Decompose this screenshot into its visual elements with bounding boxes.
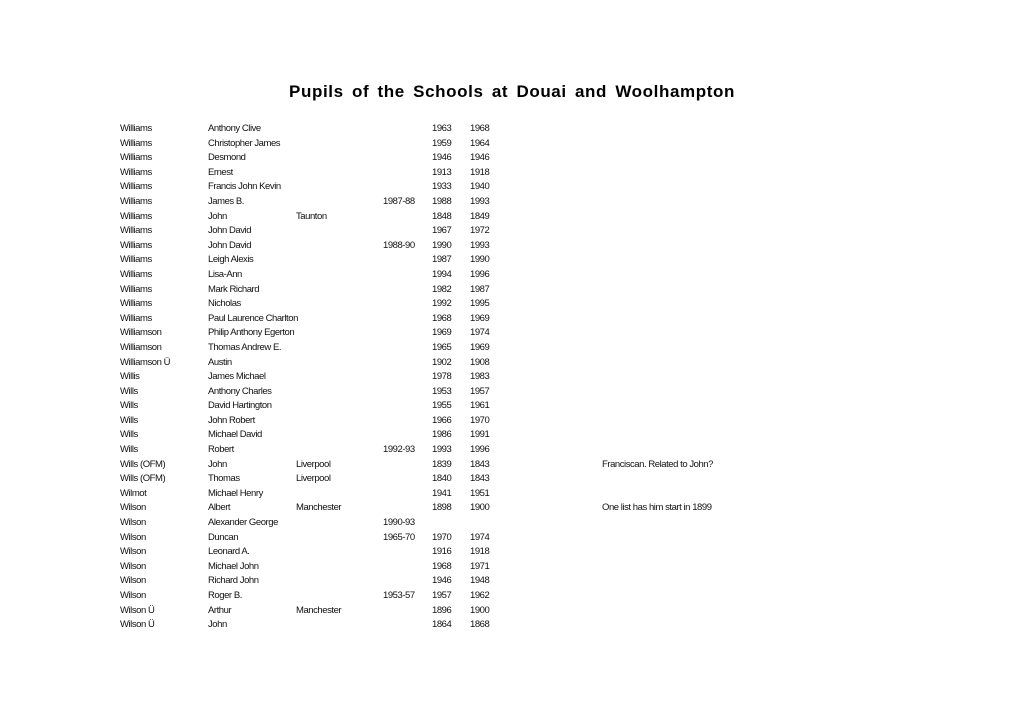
end-year-cell: 1970 <box>470 414 490 426</box>
surname-cell: Williams <box>120 225 152 237</box>
end-year-cell: 1996 <box>470 268 490 280</box>
start-year-cell: 1848 <box>432 210 452 222</box>
place-cell: Manchester <box>296 502 342 514</box>
table-row <box>0 180 1024 195</box>
table-row <box>0 428 1024 443</box>
end-year-cell: 1849 <box>470 210 490 222</box>
forename-cell: Mark Richard <box>208 283 260 295</box>
surname-cell: Williamson Ü <box>120 356 171 368</box>
forename-cell: Anthony Clive <box>208 123 261 134</box>
forename-cell: Richard John <box>208 575 259 587</box>
start-year-cell: 1966 <box>432 414 452 426</box>
table-row <box>0 458 1024 473</box>
start-year-cell: 1959 <box>432 137 452 149</box>
surname-cell: Williams <box>120 195 152 207</box>
surname-cell: Wilson <box>120 517 146 529</box>
surname-cell: Williams <box>120 298 152 310</box>
forename-cell: Albert <box>208 502 231 514</box>
forename-cell: James Michael <box>208 371 266 383</box>
table-row <box>0 545 1024 560</box>
end-year-cell: 1908 <box>470 356 490 368</box>
forename-cell: Austin <box>208 356 232 368</box>
forename-cell: Leigh Alexis <box>208 254 254 266</box>
forename-cell: John <box>208 458 227 470</box>
pupil-table <box>0 122 1024 633</box>
table-row <box>0 195 1024 210</box>
surname-cell: Williams <box>120 283 152 295</box>
start-year-cell: 1946 <box>432 152 452 164</box>
table-row <box>0 370 1024 385</box>
forename-cell: Ernest <box>208 166 233 178</box>
place-cell: Liverpool <box>296 473 331 485</box>
end-year-cell: 1972 <box>470 225 490 237</box>
page-title: Pupils of the Schools at Douai and Woolhampton <box>289 82 735 101</box>
table-row <box>0 326 1024 341</box>
table-row <box>0 472 1024 487</box>
table-row <box>0 283 1024 298</box>
alt-years-cell: 1987-88 <box>383 195 415 207</box>
forename-cell: Thomas <box>208 473 240 485</box>
end-year-cell: 1991 <box>470 429 490 441</box>
surname-cell: Wills <box>120 400 138 412</box>
table-row <box>0 560 1024 575</box>
start-year-cell: 1941 <box>432 487 452 499</box>
forename-cell: Michael Henry <box>208 487 263 499</box>
end-year-cell: 1900 <box>470 604 490 616</box>
forename-cell: Lisa-Ann <box>208 268 242 280</box>
end-year-cell: 1968 <box>470 123 490 134</box>
forename-cell: Michael David <box>208 429 262 441</box>
forename-cell: Francis John Kevin <box>208 181 281 193</box>
notes-cell: One list has him start in 1899 <box>602 502 712 514</box>
end-year-cell: 1918 <box>470 546 490 558</box>
surname-cell: Williams <box>120 137 152 149</box>
end-year-cell: 1993 <box>470 239 490 251</box>
surname-cell: Wills <box>120 385 138 397</box>
end-year-cell: 1993 <box>470 195 490 207</box>
table-row <box>0 151 1024 166</box>
start-year-cell: 1913 <box>432 166 452 178</box>
end-year-cell: 1974 <box>470 531 490 543</box>
table-row <box>0 239 1024 254</box>
forename-cell: Alexander George <box>208 517 278 529</box>
surname-cell: Williams <box>120 312 152 324</box>
forename-cell: John David <box>208 239 252 251</box>
forename-cell: Roger B. <box>208 590 242 601</box>
surname-cell: Wills (OFM) <box>120 458 166 470</box>
forename-cell: Anthony Charles <box>208 385 272 397</box>
surname-cell: Williams <box>120 152 152 164</box>
forename-cell: Arthur <box>208 604 232 616</box>
table-row <box>0 443 1024 458</box>
end-year-cell: 1969 <box>470 341 490 353</box>
forename-cell: Robert <box>208 444 234 456</box>
forename-cell: John <box>208 210 227 222</box>
end-year-cell: 1962 <box>470 590 490 601</box>
forename-cell: Leonard A. <box>208 546 250 558</box>
surname-cell: Wilson Ü <box>120 619 155 631</box>
surname-cell: Williams <box>120 123 152 134</box>
surname-cell: Williamson <box>120 327 162 339</box>
start-year-cell: 1986 <box>432 429 452 441</box>
start-year-cell: 1933 <box>432 181 452 193</box>
table-row <box>0 297 1024 312</box>
surname-cell: Wilson <box>120 546 146 558</box>
start-year-cell: 1992 <box>432 298 452 310</box>
forename-cell: Christopher James <box>208 137 281 149</box>
start-year-cell: 1916 <box>432 546 452 558</box>
alt-years-cell: 1953-57 <box>383 590 415 601</box>
table-row <box>0 414 1024 429</box>
surname-cell: Wilson <box>120 502 146 514</box>
start-year-cell: 1990 <box>432 239 452 251</box>
end-year-cell: 1948 <box>470 575 490 587</box>
start-year-cell: 1978 <box>432 371 452 383</box>
start-year-cell: 1968 <box>432 560 452 572</box>
surname-cell: Williams <box>120 254 152 266</box>
table-row <box>0 487 1024 502</box>
surname-cell: Wilson <box>120 590 146 601</box>
start-year-cell: 1864 <box>432 619 452 631</box>
table-row <box>0 574 1024 589</box>
end-year-cell: 1868 <box>470 619 490 631</box>
table-row <box>0 604 1024 619</box>
table-row <box>0 224 1024 239</box>
start-year-cell: 1840 <box>432 473 452 485</box>
start-year-cell: 1969 <box>432 327 452 339</box>
end-year-cell: 1974 <box>470 327 490 339</box>
forename-cell: John David <box>208 225 252 237</box>
surname-cell: Williams <box>120 181 152 193</box>
place-cell: Liverpool <box>296 458 331 470</box>
surname-cell: Wilson <box>120 560 146 572</box>
table-row <box>0 385 1024 400</box>
start-year-cell: 1902 <box>432 356 452 368</box>
forename-cell: James B. <box>208 195 244 207</box>
start-year-cell: 1968 <box>432 312 452 324</box>
forename-cell: John Robert <box>208 414 255 426</box>
start-year-cell: 1982 <box>432 283 452 295</box>
table-row <box>0 618 1024 633</box>
surname-cell: Wilmot <box>120 487 147 499</box>
start-year-cell: 1988 <box>432 195 452 207</box>
table-row <box>0 137 1024 152</box>
notes-cell: Franciscan. Related to John? <box>602 458 713 470</box>
start-year-cell: 1839 <box>432 458 452 470</box>
table-row <box>0 399 1024 414</box>
end-year-cell: 1987 <box>470 283 490 295</box>
alt-years-cell: 1988-90 <box>383 239 415 251</box>
end-year-cell: 1969 <box>470 312 490 324</box>
surname-cell: Williams <box>120 239 152 251</box>
start-year-cell: 1993 <box>432 444 452 456</box>
end-year-cell: 1957 <box>470 385 490 397</box>
start-year-cell: 1957 <box>432 590 452 601</box>
surname-cell: Wills (OFM) <box>120 473 166 485</box>
forename-cell: Philip Anthony Egerton <box>208 327 295 339</box>
end-year-cell: 1995 <box>470 298 490 310</box>
end-year-cell: 1961 <box>470 400 490 412</box>
surname-cell: Williams <box>120 210 152 222</box>
table-row <box>0 589 1024 604</box>
forename-cell: Michael John <box>208 560 259 572</box>
end-year-cell: 1996 <box>470 444 490 456</box>
end-year-cell: 1964 <box>470 137 490 149</box>
table-row <box>0 516 1024 531</box>
end-year-cell: 1951 <box>470 487 490 499</box>
alt-years-cell: 1992-93 <box>383 444 415 456</box>
end-year-cell: 1971 <box>470 560 490 572</box>
table-row <box>0 531 1024 546</box>
start-year-cell: 1946 <box>432 575 452 587</box>
table-row <box>0 166 1024 181</box>
table-row <box>0 356 1024 371</box>
table-row <box>0 312 1024 327</box>
forename-cell: Paul Laurence Charlton <box>208 312 298 324</box>
end-year-cell: 1900 <box>470 502 490 514</box>
surname-cell: Williams <box>120 166 152 178</box>
start-year-cell: 1953 <box>432 385 452 397</box>
start-year-cell: 1898 <box>432 502 452 514</box>
forename-cell: Thomas Andrew E. <box>208 341 282 353</box>
surname-cell: Wills <box>120 444 138 456</box>
start-year-cell: 1967 <box>432 225 452 237</box>
surname-cell: Wills <box>120 414 138 426</box>
alt-years-cell: 1990-93 <box>383 517 415 529</box>
end-year-cell: 1946 <box>470 152 490 164</box>
start-year-cell: 1963 <box>432 123 452 134</box>
surname-cell: Williams <box>120 268 152 280</box>
end-year-cell: 1940 <box>470 181 490 193</box>
start-year-cell: 1955 <box>432 400 452 412</box>
table-row <box>0 253 1024 268</box>
place-cell: Manchester <box>296 604 342 616</box>
end-year-cell: 1843 <box>470 458 490 470</box>
surname-cell: Wills <box>120 429 138 441</box>
end-year-cell: 1918 <box>470 166 490 178</box>
start-year-cell: 1994 <box>432 268 452 280</box>
surname-cell: Wilson <box>120 531 146 543</box>
table-row <box>0 501 1024 516</box>
surname-cell: Willis <box>120 371 140 383</box>
surname-cell: Williamson <box>120 341 162 353</box>
start-year-cell: 1987 <box>432 254 452 266</box>
table-row <box>0 122 1024 137</box>
forename-cell: Duncan <box>208 531 239 543</box>
table-row <box>0 268 1024 283</box>
start-year-cell: 1970 <box>432 531 452 543</box>
table-row <box>0 341 1024 356</box>
forename-cell: Nicholas <box>208 298 241 310</box>
end-year-cell: 1843 <box>470 473 490 485</box>
surname-cell: Wilson <box>120 575 146 587</box>
forename-cell: David Hartington <box>208 400 272 412</box>
start-year-cell: 1965 <box>432 341 452 353</box>
surname-cell: Wilson Ü <box>120 604 155 616</box>
place-cell: Taunton <box>296 210 327 222</box>
forename-cell: John <box>208 619 227 631</box>
start-year-cell: 1896 <box>432 604 452 616</box>
end-year-cell: 1983 <box>470 371 490 383</box>
end-year-cell: 1990 <box>470 254 490 266</box>
forename-cell: Desmond <box>208 152 246 164</box>
alt-years-cell: 1965-70 <box>383 531 415 543</box>
table-row <box>0 210 1024 225</box>
